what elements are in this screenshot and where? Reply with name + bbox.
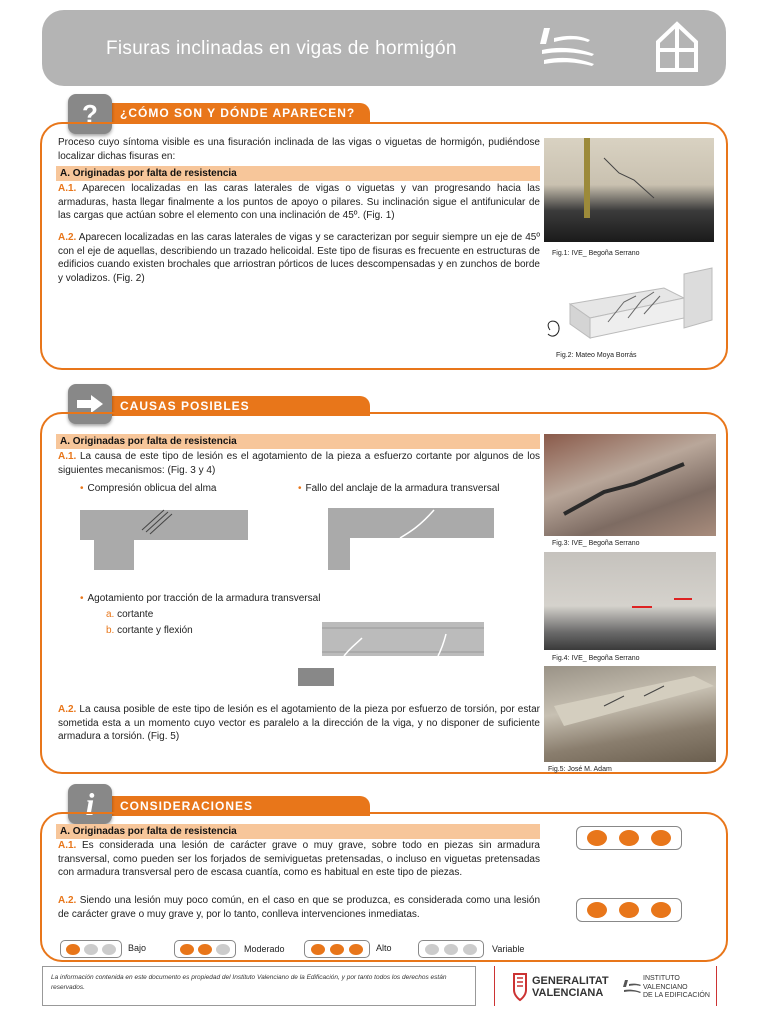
bullet-compresion: • Compresión oblicua del alma — [80, 483, 217, 494]
question-icon: ? — [68, 94, 112, 134]
band-resistencia-2: A. Originadas por falta de resistencia — [56, 434, 540, 449]
photo-fig5 — [544, 666, 716, 762]
paragraph-a1-como: A.1. Aparecen localizadas en las caras laterales de vigas o viguetas y van progresando hacia las armaduras, hasta llegar finalmente a los puntos de apoyo o pilares. Su inclinación sigue el antifunicular de las cargas que actúan sobre el elemento con una inclinación de 45º. (Fig. 1) — [58, 183, 540, 222]
ive-small-logo-icon — [622, 978, 642, 996]
paragraph-a1-consideraciones: A.1. Es considerada una lesión de carácter grave o muy grave, sobre todo en piezas sin armadura transversal, como pueden ser los forjados de semiviguetas pretensadas, o incluso en viguetas pretensadas con armadura transversal pero de escasa cuantía, como es habitual en este tipo de piezas. — [58, 840, 540, 879]
house-icon[interactable] — [654, 20, 700, 74]
severity-indicator-a2 — [576, 898, 682, 922]
generalitat-logo-icon — [510, 968, 530, 1002]
caption-fig4: Fig.4: IVE_ Begoña Serrano — [552, 655, 640, 662]
ive-name: INSTITUTO VALENCIANO DE LA EDIFICACIÓN — [643, 975, 710, 999]
legend-bajo: Bajo — [128, 943, 147, 953]
photo-fig3 — [544, 434, 716, 536]
caption-fig1: Fig.1: IVE_ Begoña Serrano — [552, 250, 640, 257]
severity-dot — [587, 830, 607, 846]
sub-item-cortante-flexion: b. cortante y flexión — [106, 625, 193, 636]
ive-logo-icon — [534, 24, 604, 72]
paragraph-a1-causas: A.1. La causa de este tipo de lesión es el agotamiento de la pieza a esfuerzo cortante por algunos de los siguientes mecanismos: (Fig. 3 y 4) — [58, 451, 540, 476]
diagram-compresion — [78, 500, 262, 570]
legend-alto: Alto — [376, 943, 392, 953]
page-title: Fisuras inclinadas en vigas de hormigón — [106, 38, 457, 59]
caption-fig3: Fig.3: IVE_ Begoña Serrano — [552, 540, 640, 547]
paragraph-a2-como: A.2. Aparecen localizadas en las caras laterales de vigas y se caracterizan por seguir siempre un eje de 45º con el eje de aquellas, describiendo un trazado helicoidal. Este tipo de fisuras es frecuente en estructuras de edificios cuando existen brochales que arriostran pórticos de luces descompensadas y en zunchos de borde y voladizos. (Fig. 2) — [58, 232, 540, 284]
severity-dot — [587, 902, 607, 918]
footer-divider-left — [494, 966, 495, 1006]
diagram-fig2 — [544, 262, 719, 348]
section-title-como-son: ¿CÓMO SON Y DÓNDE APARECEN? — [68, 103, 370, 123]
diagram-agotamiento — [296, 618, 486, 688]
sub-item-cortante: a. cortante — [106, 609, 154, 620]
legend-variable-dots — [418, 940, 484, 958]
legend-moderado-dots — [174, 940, 236, 958]
photo-fig4 — [544, 552, 716, 650]
caption-fig5: Fig.5: José M. Adam — [548, 766, 612, 773]
bullet-fallo-anclaje: • Fallo del anclaje de la armadura transversal — [298, 483, 500, 494]
severity-indicator-a1 — [576, 826, 682, 850]
diagram-fallo-anclaje — [324, 504, 496, 570]
bullet-agotamiento: • Agotamiento por tracción de la armadura transversal — [80, 593, 321, 604]
severity-dot — [651, 830, 671, 846]
severity-dot — [619, 830, 639, 846]
band-resistencia-1: A. Originadas por falta de resistencia — [56, 166, 540, 181]
severity-dot — [651, 902, 671, 918]
legend-variable: Variable — [492, 944, 525, 954]
footer-notice: La información contenida en este documento es propiedad del Instituto Valenciano de la Edificación, y por tanto todos los derechos están reservados. — [42, 966, 476, 1006]
generalitat-name: GENERALITAT VALENCIANA — [532, 975, 609, 999]
footer-divider-right — [716, 966, 717, 1006]
page-header — [42, 10, 726, 86]
legend-bajo-dots — [60, 940, 122, 958]
paragraph-a2-causas: A.2. La causa posible de este tipo de lesión es el agotamiento de la pieza por esfuerzo de torsión, por estar sometida esta a un momento cuyo vector es paralelo a la dirección de la viga, y no disponer de suficiente armadura a torsión. (Fig. 5) — [58, 704, 540, 743]
photo-fig1 — [544, 138, 714, 242]
section-title-consideraciones: CONSIDERACIONES — [68, 796, 370, 816]
intro-text: Proceso cuyo síntoma visible es una fisuración inclinada de las vigas o viguetas de hormigón, pudiéndose localizar dichas fisuras en: — [58, 137, 540, 162]
caption-fig2: Fig.2: Mateo Moya Borrás — [556, 352, 637, 359]
legend-moderado: Moderado — [244, 944, 285, 954]
band-resistencia-3: A. Originadas por falta de resistencia — [56, 824, 540, 839]
paragraph-a2-consideraciones: A.2. Siendo una lesión muy poco común, en el caso en que se produzca, es considerada como una lesión de carácter grave o muy grave y, por lo tanto, conlleva intervenciones inmediatas. — [58, 895, 540, 920]
severity-dot — [619, 902, 639, 918]
section-title-causas: CAUSAS POSIBLES — [68, 396, 370, 416]
info-icon: i — [68, 784, 112, 824]
legend-alto-dots — [304, 940, 370, 958]
